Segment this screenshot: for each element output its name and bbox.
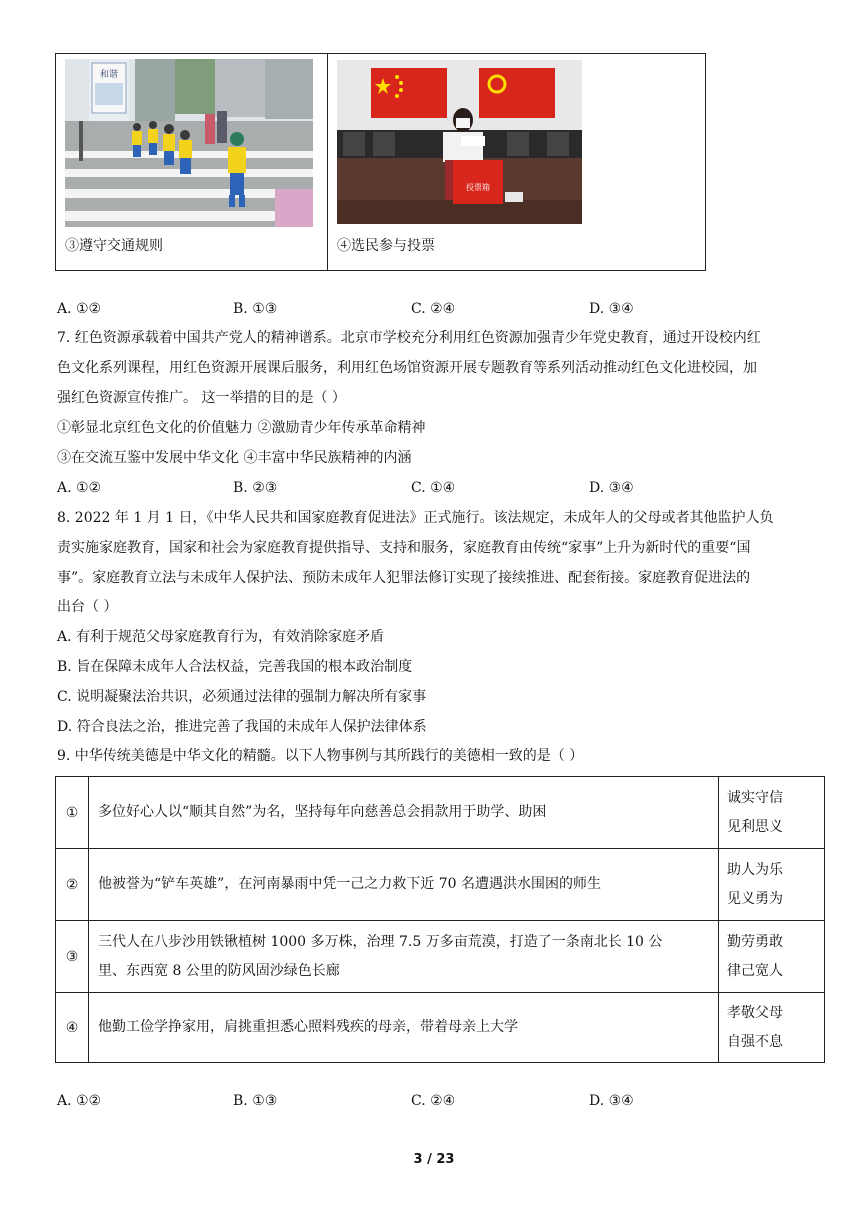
row-example-line: 三代人在八步沙用铁锹植树 1000 多万株，治理 7.5 万多亩荒漠，打造了一条南北长 10 公	[98, 933, 663, 950]
q8-option-b[interactable]: B. 旨在保障未成年人合法权益，完善我国的根本政治制度	[57, 659, 413, 675]
sign-text: 和谐	[99, 70, 119, 80]
q7-line-3: 强红色资源宣传推广。 这一举措的目的是（ ）	[57, 390, 346, 406]
q8-line-3: 事”。家庭教育立法与未成年人保护法、预防未成年人犯罪法修订实现了接续推进、配套衔接。家庭教育促进法的	[57, 570, 751, 586]
national-flag	[371, 68, 447, 118]
q9-stem: 9. 中华传统美德是中华文化的精髓。以下人物事例与其所践行的美德相一致的是（ ）	[57, 748, 584, 764]
image-table	[55, 53, 706, 271]
table-row	[56, 992, 824, 1062]
q7-option-b[interactable]: B. ②③	[233, 480, 278, 496]
row-example-line: 他勤工俭学挣家用，肩挑重担悉心照料残疾的母亲，带着母亲上大学	[98, 1019, 518, 1035]
table-row	[56, 920, 824, 992]
traffic-caption: ③遵守交通规则	[65, 238, 163, 254]
voting-photo-svg	[337, 60, 582, 224]
virtue-1: 勤劳勇敢	[727, 933, 783, 950]
q6-option-d[interactable]: D. ③④	[589, 301, 634, 317]
q6-option-c[interactable]: C. ②④	[411, 301, 456, 317]
q6-option-b[interactable]: B. ①③	[233, 301, 278, 317]
q9-option-a[interactable]: A. ①②	[57, 1093, 102, 1109]
row-example-line: 多位好心人以“顺其自然”为名，坚持每年向慈善总会捐款用于助学、助困	[98, 804, 547, 820]
q8-option-d[interactable]: D. 符合良法之治，推进完善了我国的未成年人保护法律体系	[57, 719, 427, 735]
traffic-photo	[65, 59, 313, 227]
table-row	[56, 848, 824, 920]
row-virtues	[719, 993, 832, 1062]
voting-photo	[337, 60, 582, 224]
ballot-box-label: 投票箱	[466, 183, 490, 192]
q7-statements-2: ③在交流互鉴中发展中华文化 ④丰富中华民族精神的内涵	[57, 450, 412, 466]
image-table-divider	[327, 54, 328, 270]
page-number: 3 / 23	[413, 1152, 455, 1167]
q7-option-d[interactable]: D. ③④	[589, 480, 634, 496]
row-example-line: 里、东西宽 8 公里的防风固沙绿色长廊	[98, 962, 340, 979]
q7-option-c[interactable]: C. ①④	[411, 480, 456, 496]
voting-caption: ④选民参与投票	[337, 238, 435, 254]
q9-option-b[interactable]: B. ①③	[233, 1093, 278, 1109]
row-example	[89, 777, 719, 848]
virtue-1: 孝敬父母	[727, 1004, 783, 1021]
row-number: ②	[56, 849, 89, 920]
q6-option-a[interactable]: A. ①②	[57, 301, 102, 317]
virtue-2: 见义勇为	[727, 890, 783, 907]
virtue-2: 律己宽人	[727, 962, 783, 979]
q7-line-1: 7. 红色资源承载着中国共产党人的精神谱系。北京市学校充分利用红色资源加强青少年党史教育，通过开设校内红	[57, 330, 761, 346]
traffic-photo-svg	[65, 59, 313, 227]
q8-option-c[interactable]: C. 说明凝聚法治共识，必须通过法律的强制力解决所有家事	[57, 689, 427, 705]
q9-option-c[interactable]: C. ②④	[411, 1093, 456, 1109]
row-virtues	[719, 921, 832, 992]
row-example	[89, 849, 719, 920]
table-row	[56, 777, 824, 848]
q8-line-2: 责实施家庭教育，国家和社会为家庭教育提供指导、支持和服务，家庭教育由传统“家事”上升为新时代的重要“国	[57, 540, 751, 556]
virtue-1: 助人为乐	[727, 861, 783, 878]
q8-option-a[interactable]: A. 有利于规范父母家庭教育行为，有效消除家庭矛盾	[57, 629, 385, 645]
row-number: ①	[56, 777, 89, 848]
row-example	[89, 921, 719, 992]
party-flag	[479, 68, 555, 118]
row-number: ④	[56, 993, 89, 1062]
q7-line-2: 色文化系列课程，用红色资源开展课后服务，利用红色场馆资源开展专题教育等系列活动推动红色文化进校园，加	[57, 360, 757, 376]
q7-statements-1: ①彰显北京红色文化的价值魅力 ②激励青少年传承革命精神	[57, 420, 426, 436]
row-number: ③	[56, 921, 89, 992]
ballot-box	[453, 160, 503, 204]
virtue-table	[55, 776, 825, 1063]
virtue-2: 见利思义	[727, 818, 783, 835]
row-example-line: 他被誉为“铲车英雄”，在河南暴雨中凭一己之力救下近 70 名遭遇洪水围困的师生	[98, 876, 602, 892]
q9-option-d[interactable]: D. ③④	[589, 1093, 634, 1109]
q7-option-a[interactable]: A. ①②	[57, 480, 102, 496]
virtue-2: 自强不息	[727, 1033, 783, 1050]
q8-line-1: 8. 2022 年 1 月 1 日，《中华人民共和国家庭教育促进法》正式施行。该法规定，未成年人的父母或者其他监护人负	[57, 510, 774, 526]
row-example	[89, 993, 719, 1062]
row-virtues	[719, 849, 832, 920]
row-virtues	[719, 777, 832, 848]
virtue-1: 诚实守信	[727, 789, 783, 806]
q8-line-4: 出台（ ）	[57, 599, 118, 615]
